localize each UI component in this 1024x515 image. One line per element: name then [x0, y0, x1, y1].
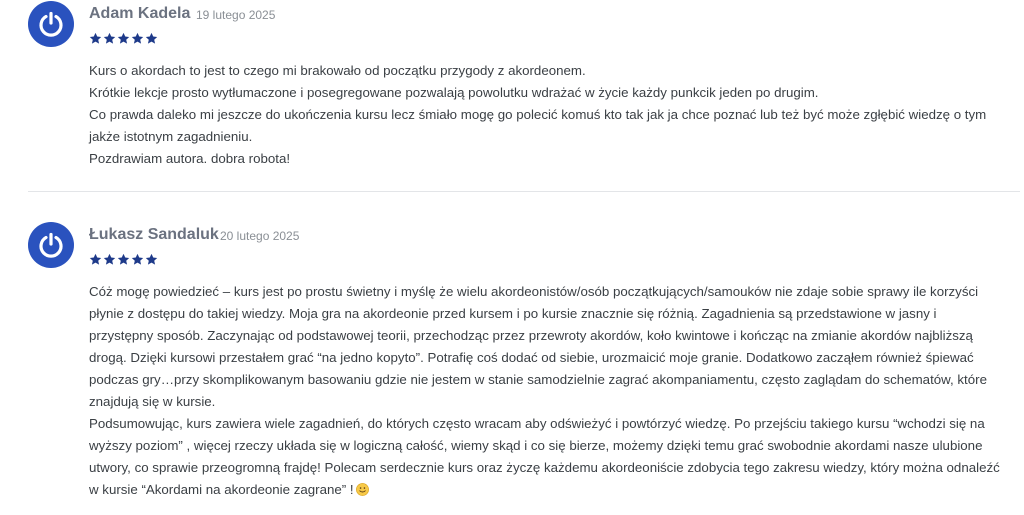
review-author: Łukasz Sandaluk — [89, 226, 219, 243]
review-date: 19 lutego 2025 — [196, 8, 276, 22]
review-text — [89, 281, 1004, 501]
review-paragraph: Kurs o akordach to jest to czego mi brakowało od początku przygody z akordeonem. — [89, 63, 586, 78]
star-icon — [131, 32, 144, 45]
avatar — [28, 1, 74, 47]
star-icon — [145, 32, 158, 45]
review-divider — [28, 191, 1020, 192]
star-icon — [103, 253, 116, 266]
star-rating — [89, 32, 158, 45]
star-icon — [145, 253, 158, 266]
review-text — [89, 60, 1004, 170]
review-paragraph: Cóż mogę powiedzieć – kurs jest po prostu świetny i myślę że wielu akordeonistów/osób początkujących/samouków nie zdaje sobie sprawy ile korzyści płynie z dostępu do takiej wiedzy. Moja gra na akordeonie przed kursem i po kursie znacznie się różnią. Zagadnienia są przedstawione w jasny i przystępny sposób. Zaczynając od podstawowej teorii, przechodząc przez przewroty akordów, koło kwintowe i kończąc na zmianie akordów najbliższą drogą. Dzięki kursowi przestałem grać “na jedno kopyto”. Potrafię coś dodać od siebie, urozmaicić moje granie. Dodatkowo zacząłem również śpiewać podczas gry…przy skomplikowanym basowaniu gdzie nie jestem w stanie samodzielnie zagrać akompaniamentu, często zaglądam do schematów, które znajdują się w kursie. — [89, 284, 987, 409]
star-icon — [103, 32, 116, 45]
review-date: 20 lutego 2025 — [220, 229, 300, 243]
review-paragraph: Pozdrawiam autora. dobra robota! — [89, 151, 291, 166]
power-icon — [37, 10, 65, 38]
star-icon — [117, 253, 130, 266]
smile-emoji-icon — [356, 483, 369, 496]
star-icon — [117, 32, 130, 45]
avatar — [28, 222, 74, 268]
star-icon — [89, 253, 102, 266]
star-icon — [89, 32, 102, 45]
review-paragraph: Krótkie lekcje prosto wytłumaczone i posegregowane pozwalają powolutku wdrażać w życie każdy punkcik jeden po drugim. — [89, 85, 819, 100]
star-icon — [131, 253, 144, 266]
star-rating — [89, 253, 158, 266]
review-paragraph — [89, 413, 1004, 501]
review-author: Adam Kadela — [89, 5, 191, 22]
review-paragraph-text: Podsumowując, kurs zawiera wiele zagadnień, do których często wracam aby odświeżyć i powtórzyć wiedzę. Po przejściu takiego kursu “wchodzi się na wyższy poziom” , więcej rzeczy układa się w logiczną całość, wiemy skąd i co się bierze, możemy dzięki temu grać swobodnie akordami nasze ulubione utwory, co sprawie przeogromną frajdę! Polecam serdecznie kurs oraz życzę każdemu akordeoniście zdobycia tego zakresu wiedzy, który można odnaleźć w kursie “Akordami na akordeonie zagrane” ! — [89, 416, 1000, 497]
power-icon — [37, 231, 65, 259]
review-paragraph: Co prawda daleko mi jeszcze do ukończenia kursu lecz śmiało mogę go polecić komuś kto tak jak ja chce poznać lub też być może zgłębić wiedzę o tym jakże istotnym zagadnieniu. — [89, 107, 987, 144]
